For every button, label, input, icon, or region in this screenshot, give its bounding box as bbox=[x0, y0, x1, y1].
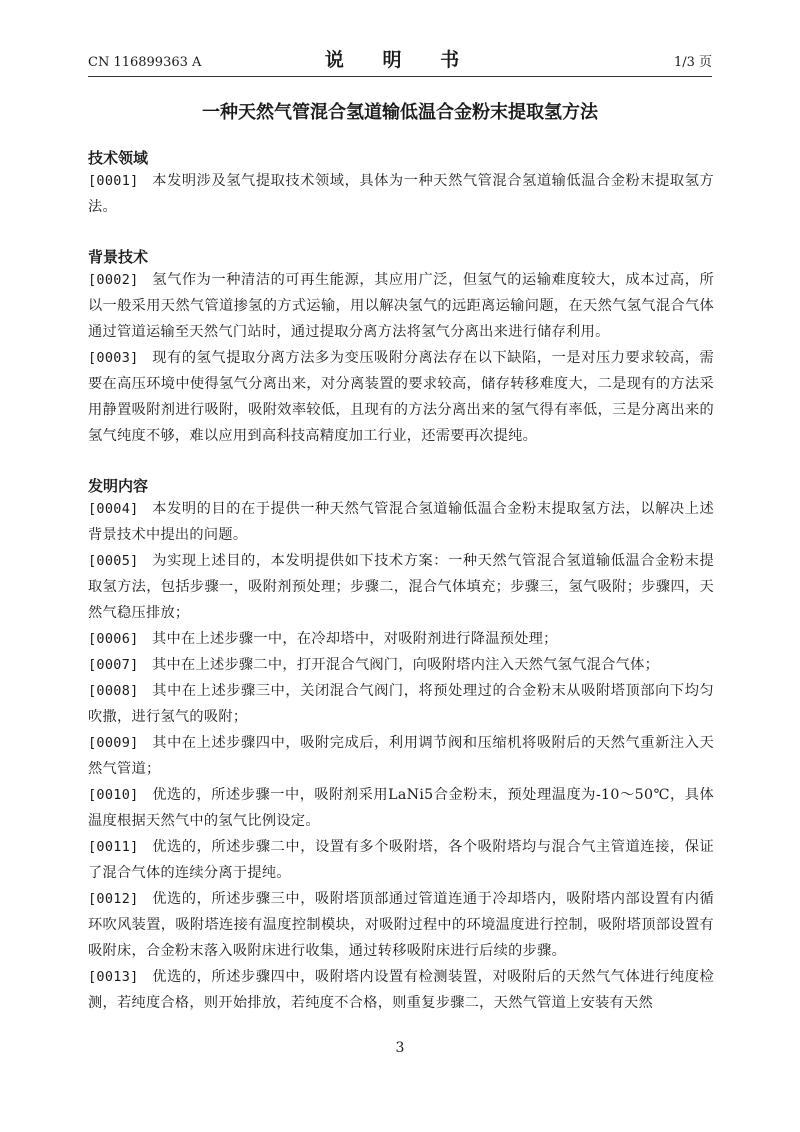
paragraph-number: [0013] bbox=[88, 969, 139, 985]
paragraph-number: [0005] bbox=[88, 553, 139, 569]
document-title: 一种天然气管混合氢道输低温合金粉末提取氢方法 bbox=[202, 102, 598, 123]
page-header bbox=[88, 40, 712, 77]
paragraph-number: [0001] bbox=[88, 173, 139, 189]
paragraph-number: [0007] bbox=[88, 657, 139, 673]
section-heading: 技术领域 bbox=[88, 149, 149, 167]
paragraph bbox=[88, 678, 714, 730]
paragraph-text: 其中在上述步骤二中，打开混合气阀门，向吸附塔内注入天然气氢气混合气体； bbox=[152, 657, 660, 673]
paragraph-number: [0006] bbox=[88, 631, 139, 647]
paragraph-text: 其中在上述步骤四中，吸附完成后，利用调节阀和压缩机将吸附后的天然气重新注入天然气管道； bbox=[88, 735, 714, 777]
paragraph bbox=[88, 730, 714, 782]
paragraph-number: [0002] bbox=[88, 272, 139, 288]
paragraph bbox=[88, 626, 714, 652]
paragraph-text: 为实现上述目的，本发明提供如下技术方案：一种天然气管混合氢道输低温合金粉末提取氢方法，包括步骤一，吸附剂预处理；步骤二，混合气体填充；步骤三，氢气吸附；步骤四，天然气稳压排放； bbox=[88, 553, 714, 621]
paragraph-text: 优选的，所述步骤三中，吸附塔顶部通过管道连通于冷却塔内，吸附塔内部设置有内循环吹风装置，吸附塔连接有温度控制模块，对吸附过程中的环境温度进行控制，吸附塔顶部设置有吸附床，合金粉末落入吸附床进行收集，通过转移吸附床进行后续的步骤。 bbox=[88, 891, 714, 959]
paragraph-text: 其中在上述步骤一中，在冷却塔中，对吸附剂进行降温预处理； bbox=[152, 631, 558, 647]
patent-number: CN 116899363 A bbox=[88, 55, 202, 70]
paragraph bbox=[88, 886, 714, 964]
paragraph bbox=[88, 782, 714, 834]
section-invention bbox=[88, 476, 714, 1016]
document-body bbox=[88, 148, 714, 1043]
paragraph-text: 优选的，所述步骤二中，设置有多个吸附塔，各个吸附塔均与混合气主管道连接，保证了混合气体的连续分离于提纯。 bbox=[88, 839, 714, 881]
paragraph-text: 本发明的目的在于提供一种天然气管混合氢道输低温合金粉末提取氢方法，以解决上述背景技术中提出的问题。 bbox=[88, 501, 714, 543]
section-background bbox=[88, 247, 714, 449]
paragraph bbox=[88, 964, 714, 1016]
paragraph-text: 本发明涉及氢气提取技术领域，具体为一种天然气管混合氢道输低温合金粉末提取氢方法。 bbox=[88, 173, 714, 215]
section-tech-field bbox=[88, 148, 714, 220]
paragraph bbox=[88, 496, 714, 548]
paragraph-number: [0003] bbox=[88, 350, 139, 366]
paragraph bbox=[88, 652, 714, 678]
paragraph bbox=[88, 548, 714, 626]
paragraph-text: 优选的，所述步骤一中，吸附剂采用LaNi5合金粉末，预处理温度为-10～50℃，具体温度根据天然气中的氢气比例设定。 bbox=[88, 787, 714, 829]
header-title: 说 明 书 bbox=[324, 49, 476, 71]
paragraph-text: 氢气作为一种清洁的可再生能源，其应用广泛，但氢气的运输难度较大，成本过高，所以一般采用天然气管道掺氢的方式运输，用以解决氢气的远距离运输问题，在天然气氢气混合气体通过管道运输至天然气门站时，通过提取分离方法将氢气分离出来进行储存利用。 bbox=[88, 272, 714, 340]
paragraph-number: [0004] bbox=[88, 501, 139, 517]
paragraph-number: [0012] bbox=[88, 891, 139, 907]
section-heading: 背景技术 bbox=[88, 248, 149, 266]
paragraph-text: 优选的，所述步骤四中，吸附塔内设置有检测装置，对吸附后的天然气气体进行纯度检测，若纯度合格，则开始排放，若纯度不合格，则重复步骤二，天然气管道上安装有天然 bbox=[88, 969, 714, 1011]
paragraph bbox=[88, 168, 714, 220]
page-number: 3 bbox=[395, 1040, 405, 1056]
section-heading: 发明内容 bbox=[88, 477, 149, 495]
paragraph-number: [0008] bbox=[88, 683, 139, 699]
paragraph-text: 其中在上述步骤三中，关闭混合气阀门，将预处理过的合金粉末从吸附塔顶部向下均匀吹撒，进行氢气的吸附； bbox=[88, 683, 714, 725]
paragraph-number: [0010] bbox=[88, 787, 139, 803]
paragraph bbox=[88, 345, 714, 449]
page-indicator: 1/3 页 bbox=[673, 55, 712, 70]
paragraph-number: [0011] bbox=[88, 839, 139, 855]
paragraph bbox=[88, 267, 714, 345]
paragraph bbox=[88, 834, 714, 886]
paragraph-number: [0009] bbox=[88, 735, 139, 751]
paragraph-text: 现有的氢气提取分离方法多为变压吸附分离法存在以下缺陷，一是对压力要求较高，需要在高压环境中使得氢气分离出来，对分离装置的要求较高，储存转移难度大，二是现有的方法采用静置吸附剂进行吸附，吸附效率较低，且现有的方法分离出来的氢气得有率低，三是分离出来的氢气纯度不够，难以应用到高科技高精度加工行业，还需要再次提纯。 bbox=[88, 350, 714, 444]
